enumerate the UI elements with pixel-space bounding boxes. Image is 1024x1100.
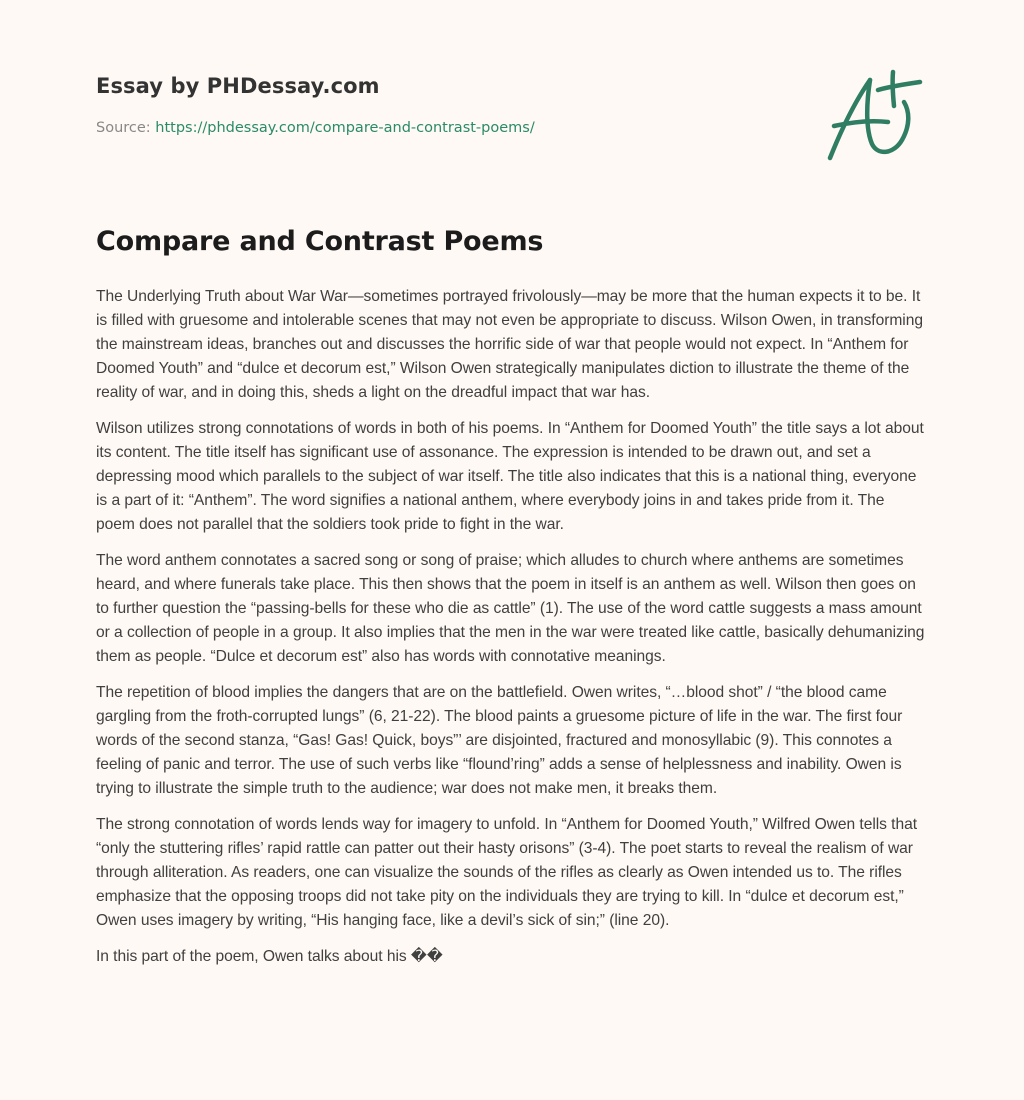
paragraph: The word anthem connotates a sacred song or song of praise; which alludes to church where anthems are sometimes heard, and where funerals take place. This then shows that the poem in itself is an anthem as well. Wilson then goes on to further question the “passing-bells for these who die as cattle” (1). The use of the word cattle suggests a mass amount or a collection of people in a group. It also implies that the men in the war were treated like cattle, basically dehumanizing them as people. “Dulce et decorum est” also has words with connotative meanings. [96, 552, 925, 665]
page-title: Compare and Contrast Poems [96, 226, 544, 257]
source-link[interactable]: https://phdessay.com/compare-and-contrast-poems/ [155, 120, 535, 136]
article-body [96, 285, 926, 981]
paragraph: The strong connotation of words lends way for imagery to unfold. In “Anthem for Doomed Youth,” Wilfred Owen tells that “only the stuttering rifles’ rapid rattle can patter out their hasty orisons” (3-4). The poet starts to reveal the realism of war through alliteration. As readers, one can visualize the sounds of the rifles as clearly as Owen intended us to. The rifles emphasize that the opposing troops did not take pity on the individuals they are trying to kill. In “dulce et decorum est,” Owen uses imagery by writing, “His hanging face, like a devil’s sick of sin;” (line 20). [96, 816, 917, 929]
paragraph: In this part of the poem, Owen talks about his �� [96, 948, 443, 965]
paragraph: The repetition of blood implies the dangers that are on the battlefield. Owen writes, “…blood shot” / “the blood came gargling from the froth-corrupted lungs” (6, 21-22). The blood paints a gruesome picture of life in the war. The first four words of the second stanza, “Gas! Gas! Quick, boys”’ are disjointed, fractured and monosyllabic (9). This connotes a feeling of panic and terror. The use of such verbs like “flound’ring” adds a sense of helplessness and inability. Owen is trying to illustrate the simple truth to the audience; war does not make men, it breaks them. [96, 684, 903, 797]
source-line [96, 120, 796, 136]
paragraph: Wilson utilizes strong connotations of words in both of his poems. In “Anthem for Doomed Youth” the title says a lot about its content. The title itself has significant use of assonance. The expression is intended to be drawn out, and set a depressing mood which parallels to the subject of war itself. The title also indicates that this is a national thing, everyone is a part of it: “Anthem”. The word signifies a national anthem, where everybody joins in and takes pride from it. The poem does not parallel that the soldiers took pride to fight in the war. [96, 420, 924, 533]
a-plus-grade-icon [820, 66, 930, 166]
paragraph: The Underlying Truth about War War—sometimes portrayed frivolously—may be more that the human expects it to be. It is filled with gruesome and intolerable scenes that may not even be appropriate to discuss. Wilson Owen, in transforming the mainstream ideas, branches out and discusses the horrific side of war that people would not expect. In “Anthem for Doomed Youth” and “dulce et decorum est,” Wilson Owen strategically manipulates diction to illustrate the theme of the reality of war, and in doing this, sheds a light on the dreadful impact that war has. [96, 288, 923, 401]
source-label: Source: [96, 120, 156, 136]
site-header [96, 74, 796, 136]
site-title: Essay by PHDessay.com [96, 74, 380, 98]
